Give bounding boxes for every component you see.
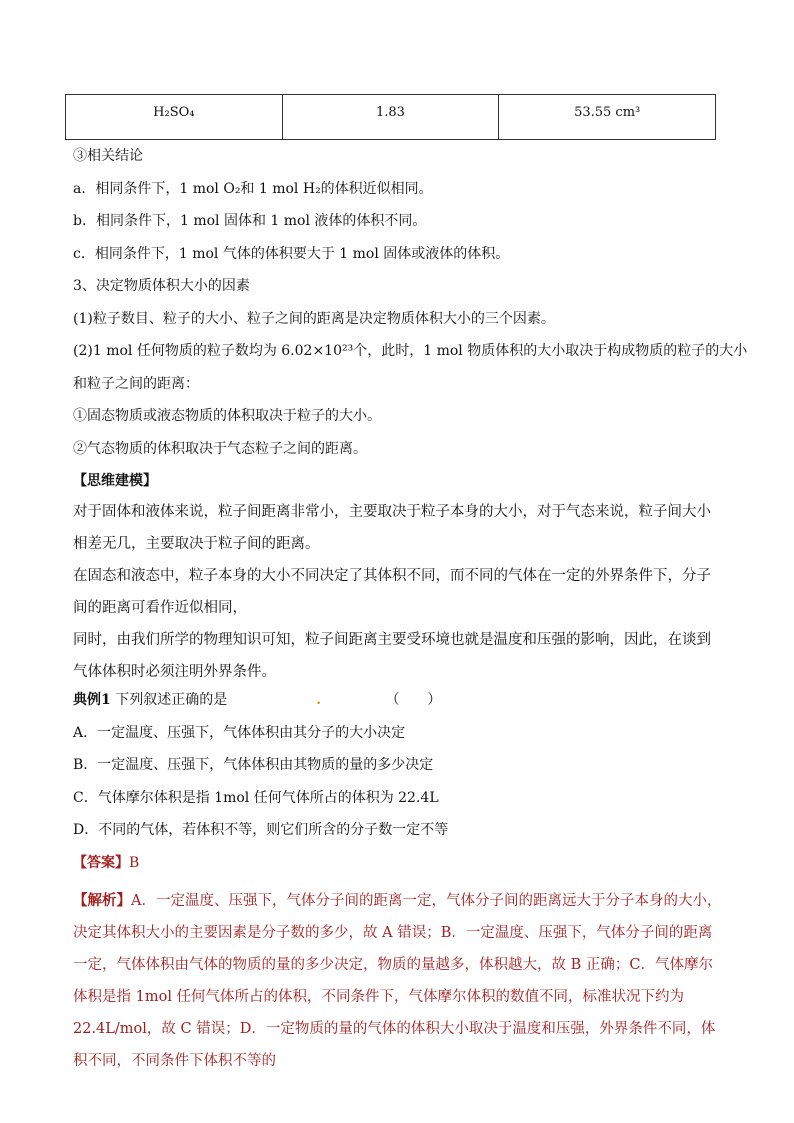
modeling-paragraph: 在固态和液态中，粒子本身的大小不同决定了其体积不同，而不同的气体在一定的外界条件下，分子间的距离可看作近似相同，	[73, 568, 711, 616]
answer-tag: 【答案】	[73, 854, 129, 871]
option-c: C．气体摩尔体积是指 1mol 任何气体所占的体积为 22.4L	[73, 789, 439, 806]
conclusion-b: b．相同条件下，1 mol 固体和 1 mol 液体的体积不同。	[73, 213, 427, 229]
option-d: D．不同的气体，若体积不等，则它们所含的分子数一定不等	[73, 822, 449, 838]
conclusion-c: c．相同条件下，1 mol 气体的体积要大于 1 mol 固体或液体的体积。	[73, 245, 510, 262]
example-label: 典例1	[73, 692, 111, 708]
factors-2-line1: (2)1 mol 任何物质的粒子数均为 6.02×10²³个，此时，1 mol 物质体积的大小取决于构成物质的粒子的大小	[73, 343, 748, 359]
modeling-paragraph: 同时，由我们所学的物理知识可知，粒子间距离主要受环境也就是温度和压强的影响，因此，在谈到气体体积时必须注明外界条件。	[73, 632, 711, 680]
factors-2-line2: 和粒子之间的距离：	[73, 375, 199, 392]
analysis-text: A．一定温度、压强下，气体分子间的距离一定，气体分子间的距离远大于分子本身的大小，决定其体积大小的主要因素是分子数的多少，故 A 错误；B．一定温度、压强下，气体分子间的距离一定，气体体积由气体的物质的量的多少决定，物质的量越多，体积越大，故 B 正确；C．气体摩尔体积是指 1mol 任何气体所占的体积，不同条件下，气体摩尔体积的数值不同，标准状况下约为 22.4L/mol，故 C 错误；D．一定物质的量的气体的体积大小取决于温度和压强，外界条件不同，体积不同，不同条件下体积不等的	[73, 893, 722, 1069]
factors-1: (1)粒子数目、粒子的大小、粒子之间的距离是决定物质体积大小的三个因素。	[73, 310, 555, 327]
density-table	[65, 94, 716, 140]
answer-value: B	[129, 854, 140, 871]
factors-solid-liquid: ①固态物质或液态物质的体积取决于粒子的大小。	[73, 408, 381, 424]
conclusion-heading: ③相关结论	[73, 148, 143, 164]
table-cell-substance: H₂SO₄	[66, 95, 283, 140]
content-body	[73, 146, 748, 1077]
answer-line	[73, 853, 725, 874]
factors-gas: ②气态物质的体积取决于气态粒子之间的距离。	[73, 440, 367, 457]
example-question-text: 下列叙述正确的是	[115, 692, 228, 708]
modeling-heading: 【思维建模】	[73, 473, 157, 489]
table-row	[66, 95, 716, 140]
table-cell-density: 1.83	[282, 95, 499, 140]
answer-bracket: （ ）	[385, 692, 442, 708]
analysis-paragraph	[73, 885, 725, 1077]
modeling-paragraph: 对于固体和液体来说，粒子间距离非常小，主要取决于粒子本身的大小，对于气态来说，粒子间大小相差无几，主要取决于粒子间的距离。	[73, 504, 711, 552]
option-a: A．一定温度、压强下，气体体积由其分子的大小决定	[73, 724, 406, 741]
factors-heading: 3、决定物质体积大小的因素	[73, 278, 250, 294]
option-b: B．一定温度、压强下，气体体积由其物质的量的多少决定	[73, 757, 434, 773]
conclusion-a: a．相同条件下，1 mol O₂和 1 mol H₂的体积近似相同。	[73, 180, 433, 197]
analysis-tag: 【解析】	[73, 892, 131, 909]
table-cell-volume: 53.55 cm³	[499, 95, 716, 140]
example-question	[73, 690, 725, 711]
emphasis-dot: .	[316, 692, 321, 708]
